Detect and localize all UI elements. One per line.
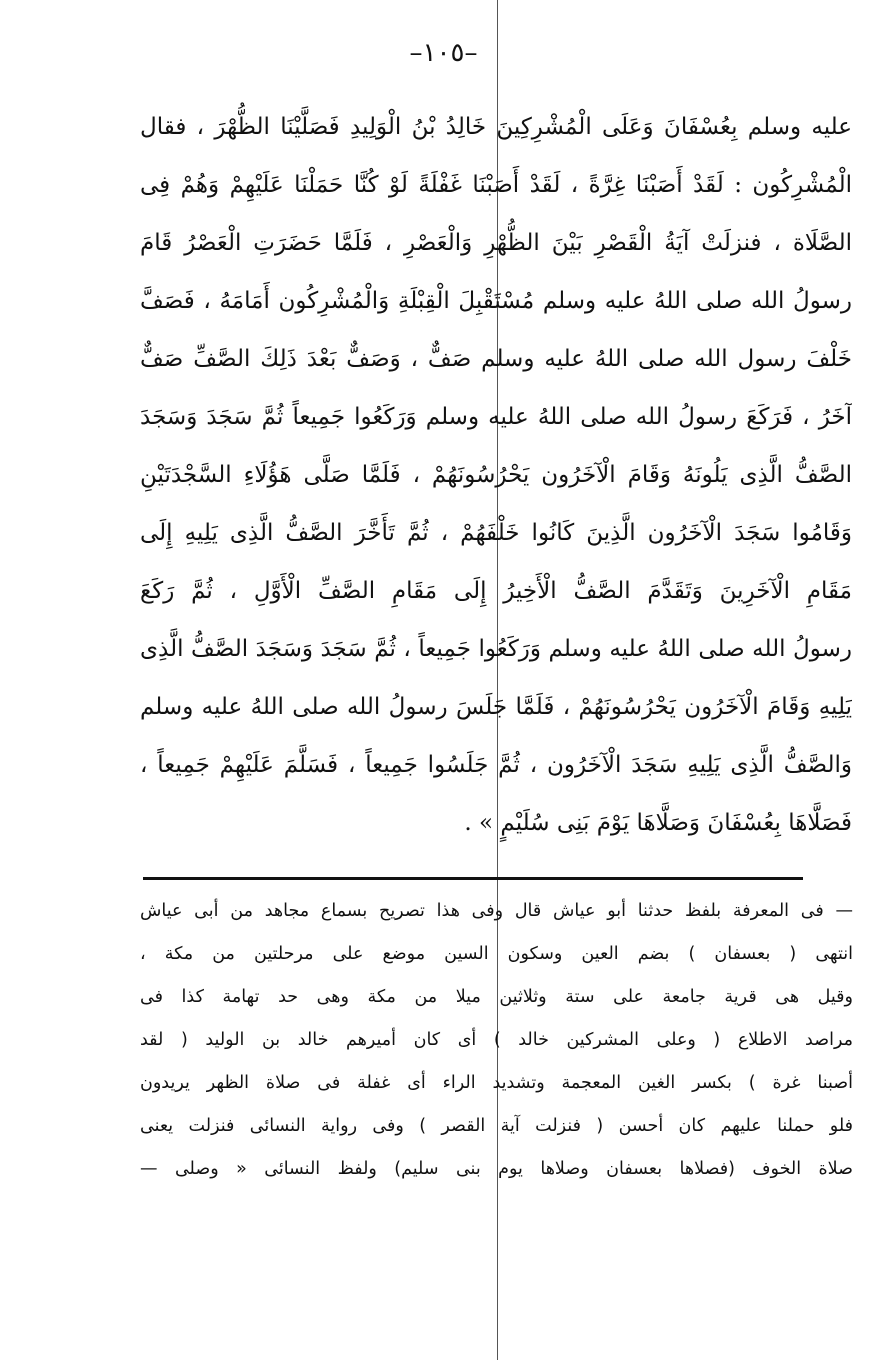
footnote-line: — فى المعرفة بلفظ حدثنا أبو عياش قال وفى هذا تصريح بسماع مجاهد من أبى عياش — [140, 901, 853, 921]
main-text-line: الْمُشْرِكُون : لَقَدْ أَصَبْنَا غِرَّةً ، لَقَدْ أَصَبْنَا غَفْلَةً لَوْ كُنَّا حَمَلْنَا عَلَيْهِمْ وَهُمْ فِى — [140, 172, 852, 198]
footnote-line: وقيل هى قرية جامعة على ستة وثلاثين ميلا من مكة وهى حد تهامة كذا فى — [140, 987, 853, 1007]
main-text-line: الصَّلَاة ، فنزلَتْ آيَةُ الْقَصْرِ بَيْنَ الظُّهْرِ وَالْعَصْرِ ، فَلَمَّا حَضَرَتِ الْعَصْرُ قَامَ — [140, 230, 852, 256]
footnote-line: انتهى ( بعسفان ) بضم العين وسكون السين موضع على مرحلتين من مكة ، — [140, 944, 853, 964]
main-text-line: عليه وسلم بِعُسْفَانَ وَعَلَى الْمُشْرِكِينَ خَالِدُ بْنُ الْوَلِيدِ فَصَلَّيْنَا الظُّهْرَ ، فقال — [140, 114, 852, 140]
main-text-line: فَصَلَّاهَا بِعُسْفَانَ وَصَلَّاهَا يَوْمَ بَنِى سُلَيْمٍ » . — [464, 810, 852, 836]
main-text-line: وَقَامُوا سَجَدَ الْآخَرُون الَّذِينَ كَانُوا خَلْفَهُمْ ، ثُمَّ تَأَخَّرَ الصَّفُّ الَّذِى يَلِيهِ إِلَى — [140, 520, 852, 546]
main-text-line: رسولُ الله صلى اللهُ عليه وسلم مُسْتَقْبِلَ الْقِبْلَةِ وَالْمُشْرِكُون أَمَامَهُ ، فَصَفَّ — [140, 288, 852, 314]
main-text-line: يَلِيهِ وَقَامَ الْآخَرُون يَحْرُسُونَهُمْ ، فَلَمَّا جَلَسَ رسولُ الله صلى اللهُ عليه وسلم — [140, 694, 852, 720]
footnotes-block — [140, 890, 853, 1191]
footnote-line: صلاة الخوف (فصلاها بعسفان وصلاها يوم بنى سليم) ولفظ النسائى « وصلى — — [140, 1159, 853, 1179]
main-text-line: رسولُ الله صلى اللهُ عليه وسلم وَرَكَعُوا جَمِيعاً ، ثُمَّ سَجَدَ وَسَجَدَ الصَّفُّ الَّذِى — [140, 636, 852, 662]
main-text-line: الصَّفُّ الَّذِى يَلُونَهُ وَقَامَ الْآخَرُون يَحْرُسُونَهُمْ ، فَلَمَّا صَلَّى هَؤُلَاءِ السَّجْدَتَيْنِ — [140, 462, 852, 488]
page-number: –١٠٥– — [409, 38, 478, 68]
main-text-block — [140, 98, 852, 852]
footnote-line: مراصد الاطلاع ( وعلى المشركين خالد ) أى كان أميرهم خالد بن الوليد ( لقد — [140, 1030, 853, 1050]
main-text-line: وَالصَّفُّ الَّذِى يَلِيهِ سَجَدَ الْآخَرُون ، ثُمَّ جَلَسُوا جَمِيعاً ، فَسَلَّمَ عَلَيْهِمْ جَمِيعاً ، — [140, 752, 852, 778]
main-text-line: مَقَامِ الْآخَرِينَ وَتَقَدَّمَ الصَّفُّ الْأَخِيرُ إِلَى مَقَامِ الصَّفِّ الْأَوَّلِ ، ثُمَّ رَكَعَ — [140, 578, 852, 604]
main-text-line: خَلْفَ رسول الله صلى اللهُ عليه وسلم صَفٌّ ، وَصَفٌّ بَعْدَ ذَلِكَ الصَّفِّ صَفٌّ — [140, 346, 852, 372]
main-text-line: آخَرُ ، فَرَكَعَ رسولُ الله صلى اللهُ عليه وسلم وَرَكَعُوا جَمِيعاً ثُمَّ سَجَدَ وَسَجَدَ — [140, 404, 852, 430]
footnote-line: فلو حملنا عليهم كان أحسن ( فنزلت آية القصر ) وفى رواية النسائى فنزلت يعنى — [140, 1116, 853, 1136]
footnote-line: أصبنا غرة ) بكسر الغين المعجمة وتشديد الراء أى غفلة فى صلاة الظهر يريدون — [140, 1073, 853, 1093]
footnote-divider — [143, 877, 803, 880]
